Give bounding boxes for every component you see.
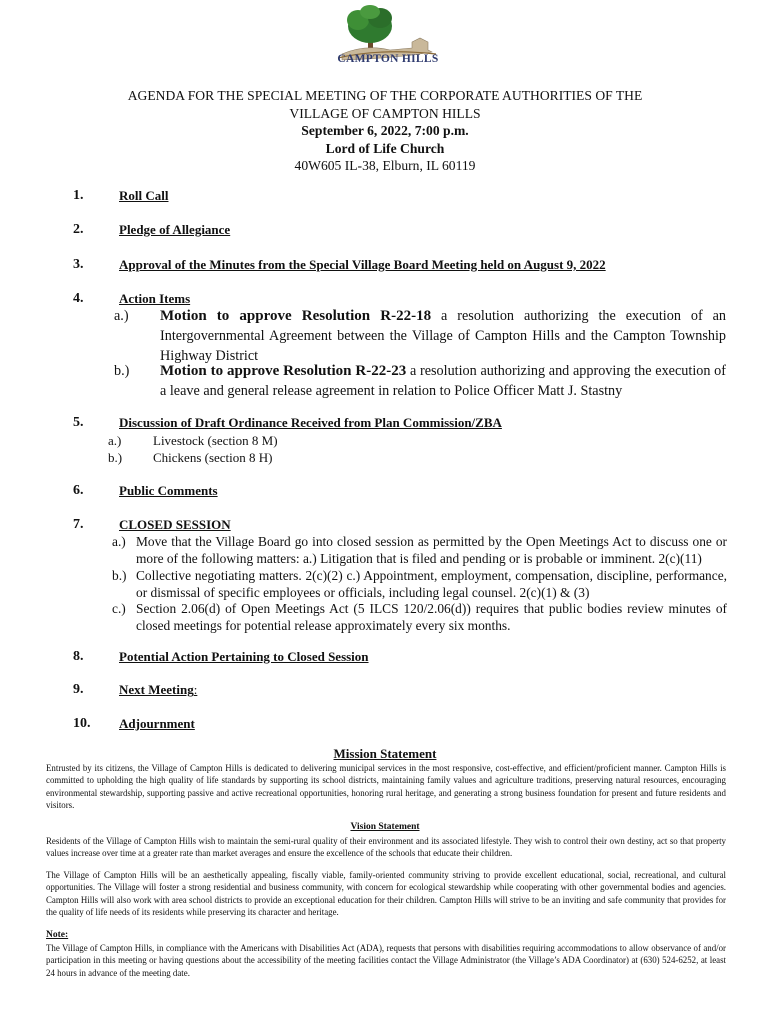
logo-text: CAMPTON HILLS xyxy=(337,53,439,65)
note-title: Note: xyxy=(46,930,69,940)
vision-statement-title: Vision Statement xyxy=(350,822,420,832)
mission-statement-title: Mission Statement xyxy=(333,746,437,761)
header-line-2: VILLAGE OF CAMPTON HILLS xyxy=(289,105,481,121)
sub-item-text xyxy=(160,361,726,401)
item-title: Action Items xyxy=(119,291,191,306)
item-title-text: Next Meeting xyxy=(119,682,194,697)
motion-title: Motion to approve Resolution R-22-18 xyxy=(160,308,432,324)
closed-session-item-a xyxy=(112,533,727,567)
sub-item-label: a.) xyxy=(108,433,122,448)
sub-item-text: Livestock (section 8 M) xyxy=(153,433,278,448)
item-number: 7. xyxy=(73,517,84,532)
sub-item-label: b.) xyxy=(114,363,130,379)
sub-item-label: b.) xyxy=(112,568,127,583)
action-item-a xyxy=(114,306,726,366)
item-number: 8. xyxy=(73,649,84,664)
item-number: 4. xyxy=(73,291,84,306)
item-title xyxy=(119,682,197,698)
item-title: Approval of the Minutes from the Special Village Board Meeting held on August 9, 2022 xyxy=(119,257,606,272)
meeting-address: 40W605 IL-38, Elburn, IL 60119 xyxy=(294,158,476,173)
sub-item-label: a.) xyxy=(114,308,129,324)
item-number: 10. xyxy=(73,716,91,731)
closed-session-item-c xyxy=(112,600,727,634)
vision-statement-text-2: The Village of Campton Hills will be an aesthetically appealing, fiscally viable, family-oriented community striving to provide excellent educational, social, recreational, and cultural opportunities. The Village will foster a strong residential and business community, with concern for ecological stewardship while cooperating with other governmental bodies and agencies. Campton Hills will also work with area school districts to provide an exceptional education for their children. Campton Hills will strive to be an inviting and safe community that provides for the quality of life needs of its residents while preserving its character and heritage. xyxy=(46,870,726,918)
sub-item-text: Collective negotiating matters. 2(c)(2) c.) Appointment, employment, compensation, discipline, performance, or dismissal of specific employees or officials, including legal counsel. 2(c)(1) & (3) xyxy=(136,568,727,600)
sub-item-label: b.) xyxy=(108,450,123,465)
item-title: Adjournment xyxy=(119,716,195,731)
item-number: 5. xyxy=(73,415,84,430)
item-title: Potential Action Pertaining to Closed Session xyxy=(119,649,369,664)
village-logo xyxy=(320,4,446,74)
item-title: CLOSED SESSION xyxy=(119,517,231,532)
sub-item-label: a.) xyxy=(112,534,126,549)
item-number: 9. xyxy=(73,682,84,697)
item-title: Public Comments xyxy=(119,483,218,498)
header-line-1: AGENDA FOR THE SPECIAL MEETING OF THE CORPORATE AUTHORITIES OF THE xyxy=(127,88,643,103)
action-item-b xyxy=(114,361,726,401)
item-number: 3. xyxy=(73,257,84,272)
sub-item-label: c.) xyxy=(112,601,126,616)
item-number: 6. xyxy=(73,483,84,498)
agenda-header xyxy=(40,87,730,175)
motion-description: a resolution authorizing the execution of an Intergovernmental Agreement between the Village of Campton Hills and the Campton Township Highway District xyxy=(160,308,726,364)
item-number: 2. xyxy=(73,222,84,237)
item-title: Discussion of Draft Ordinance Received from Plan Commission/ZBA xyxy=(119,415,502,430)
vision-statement-text-1: Residents of the Village of Campton Hills wish to maintain the semi-rural quality of their environment and its associated lifestyle. They wish to control their own destiny, act so that property values increase over time at a greater rate than market averages and ensure the excellence of the schools that educate their children. xyxy=(46,836,726,859)
sub-item-text: Chickens (section 8 H) xyxy=(153,450,273,465)
sub-item-text xyxy=(160,306,726,366)
sub-item-text: Move that the Village Board go into closed session as permitted by the Open Meetings Act to discuss one or more of the following matters: a.) Litigation that is filed and pending or is probable or imminent. 2(c)(11) xyxy=(136,534,727,566)
ada-note-text: The Village of Campton Hills, in compliance with the Americans with Disabilities Act (ADA), requests that persons with disabilities requiring accommodations to allow observance of and/or participation in this meeting or having questions about the accessibility of the meeting facilities contact the Village Administrator (the Village’s ADA Coordinator) at (630) 524-6252, at least 24 hours in advance of the meeting date. xyxy=(46,943,726,978)
sub-item-text: Section 2.06(d) of Open Meetings Act (5 ILCS 120/2.06(d)) requires that public bodies review minutes of closed meetings for potential release approximately every six months. xyxy=(136,601,727,633)
item-title: Roll Call xyxy=(119,188,169,203)
item-title: Pledge of Allegiance xyxy=(119,222,231,237)
meeting-date: September 6, 2022, 7:00 p.m. xyxy=(301,123,469,138)
closed-session-item-b xyxy=(112,567,727,601)
meeting-venue: Lord of Life Church xyxy=(325,140,445,156)
item-number: 1. xyxy=(73,188,84,203)
motion-description: a resolution authorizing and approving the execution of a leave and general release agreement in relation to Police Officer Matt J. Stastny xyxy=(160,363,726,399)
mission-statement-text: Entrusted by its citizens, the Village of Campton Hills is dedicated to delivering municipal services in the most responsive, cost-effective, and efficient/proficient manner. Campton Hills is committed to upholding the high quality of life standards by supporting its school districts, maintaining family values and agriculture traditions, preserving natural resources, encouraging environmental stewardship, supporting passive and active recreational opportunities, honoring rural heritage, and generating a strong business foundation for present and future residents and visitors. xyxy=(46,763,726,811)
item-title-suffix: : xyxy=(193,682,198,697)
motion-title: Motion to approve Resolution R-22-23 xyxy=(160,363,407,379)
